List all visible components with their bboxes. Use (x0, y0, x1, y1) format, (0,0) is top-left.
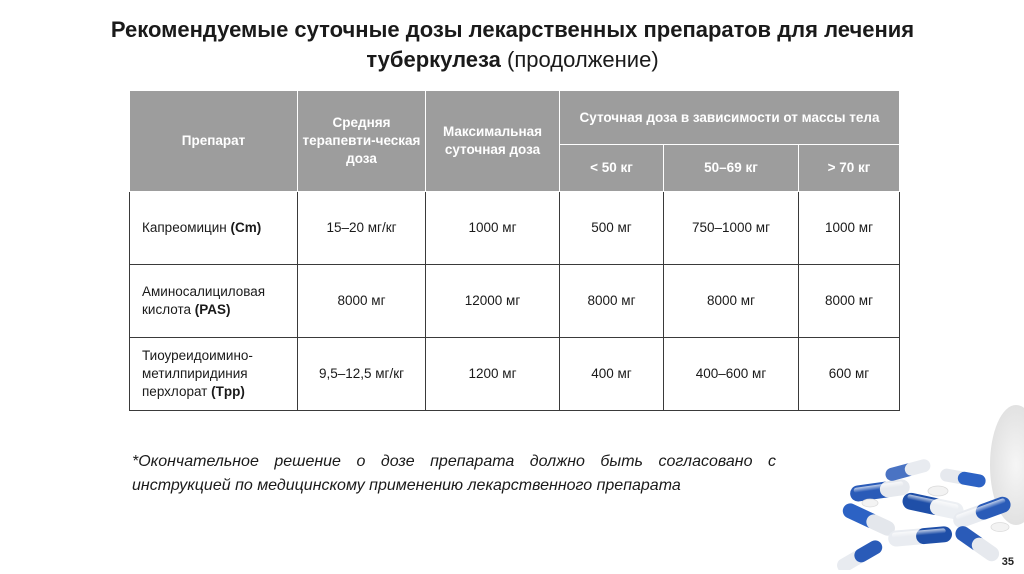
cell-50-69: 400–600 мг (664, 338, 799, 411)
table-row (130, 338, 900, 411)
drug-name: Аминосалициловая кислота (142, 284, 266, 317)
cell-gt70: 8000 мг (799, 265, 900, 338)
dose-table (129, 90, 900, 411)
drug-code: (Tpp) (211, 384, 245, 399)
drug-name: Капреомицин (142, 220, 227, 235)
pills-illustration (830, 395, 1024, 570)
cell-drug (130, 192, 298, 265)
drug-code: (PAS) (194, 302, 231, 317)
cell-drug (130, 265, 298, 338)
cell-lt50: 500 мг (560, 192, 664, 265)
cell-50-69: 750–1000 мг (664, 192, 799, 265)
footnote: *Окончательное решение о дозе препарата должно быть согласовано с инструкцией по медицинскому применению лекарственного препарата (132, 453, 776, 494)
cell-gt70: 600 мг (799, 338, 900, 411)
header-avg-dose: Средняя терапевти-ческая доза (298, 91, 426, 192)
table-row (130, 265, 900, 338)
cell-lt50: 8000 мг (560, 265, 664, 338)
cell-max-dose: 1200 мг (426, 338, 560, 411)
page-title-main: Рекомендуемые суточные дозы лекарственных препаратов для лечения туберкулеза (110, 17, 915, 72)
cell-gt70: 1000 мг (799, 192, 900, 265)
pills-image (830, 395, 1024, 570)
table-row (130, 192, 900, 265)
cell-avg-dose: 9,5–12,5 мг/кг (298, 338, 426, 411)
cell-drug (130, 338, 298, 411)
header-drug: Препарат (130, 91, 298, 192)
cell-lt50: 400 мг (560, 338, 664, 411)
cell-50-69: 8000 мг (664, 265, 799, 338)
header-by-weight: Суточная доза в зависимости от массы тела (560, 91, 900, 145)
page-number: 35 (1001, 556, 1014, 568)
drug-name: Тиоуреидоимино-метилпиридиния перхлорат (142, 348, 253, 399)
drug-code: (Cm) (230, 220, 262, 235)
cell-max-dose: 1000 мг (426, 192, 560, 265)
header-weight-gt70: > 70 кг (799, 145, 900, 192)
header-weight-lt50: < 50 кг (560, 145, 664, 192)
page-title-suffix: (продолжение) (507, 47, 659, 72)
cell-avg-dose: 15–20 мг/кг (298, 192, 426, 265)
header-weight-50-69: 50–69 кг (664, 145, 799, 192)
header-max-dose: Максимальная суточная доза (426, 91, 560, 192)
page-title (60, 15, 965, 75)
cell-max-dose: 12000 мг (426, 265, 560, 338)
cell-avg-dose: 8000 мг (298, 265, 426, 338)
